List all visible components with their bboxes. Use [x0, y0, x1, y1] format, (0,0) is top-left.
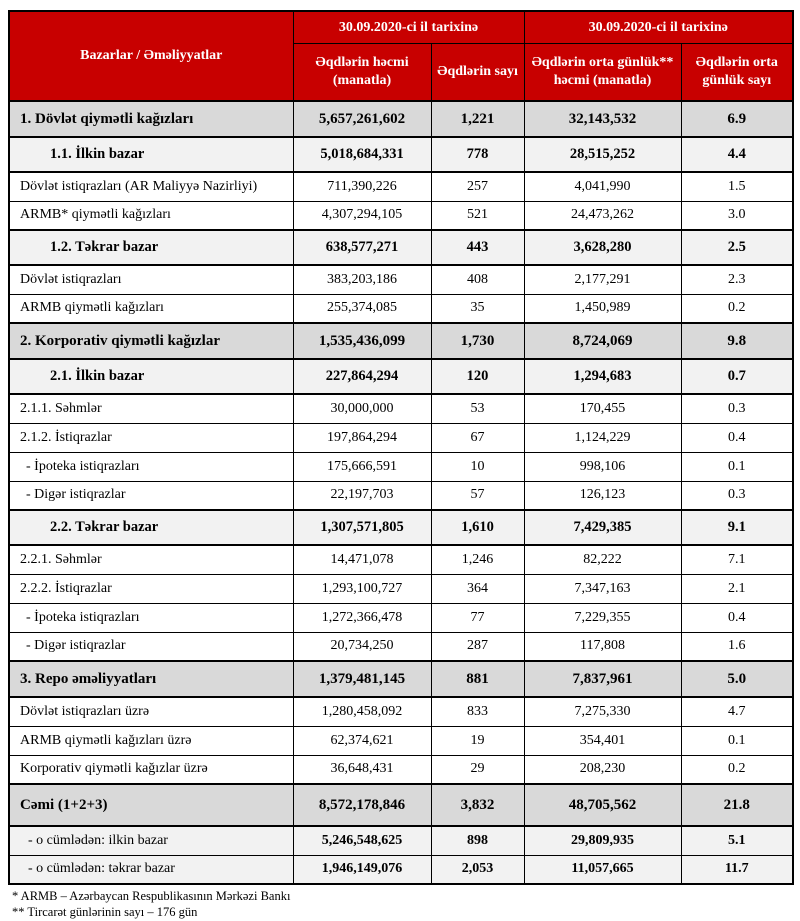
- avg-count-cell: 0.1: [681, 452, 793, 481]
- row-label-cell: Dövlət istiqrazları üzrə: [9, 697, 293, 726]
- volume-cell: 5,246,548,625: [293, 826, 431, 855]
- volume-cell: 711,390,226: [293, 172, 431, 201]
- count-cell: 521: [431, 201, 524, 230]
- volume-cell: 227,864,294: [293, 359, 431, 394]
- footnote-trading-days: ** Tircarət günlərinin sayı – 176 gün: [12, 905, 198, 920]
- row-label-cell: 2.1.2. İstiqrazlar: [9, 423, 293, 452]
- row-label-cell: Dövlət istiqrazları (AR Maliyyə Nazirliyi): [9, 172, 293, 201]
- volume-cell: 36,648,431: [293, 755, 431, 784]
- count-cell: 3,832: [431, 784, 524, 826]
- count-cell: 2,053: [431, 855, 524, 884]
- count-cell: 364: [431, 574, 524, 603]
- count-cell: 67: [431, 423, 524, 452]
- avg-volume-cell: 354,401: [524, 726, 681, 755]
- table-row: [9, 394, 793, 423]
- avg-count-cell: 7.1: [681, 545, 793, 574]
- volume-cell: 8,572,178,846: [293, 784, 431, 826]
- avg-count-cell: 0.1: [681, 726, 793, 755]
- volume-column-header: Əqdlərin həcmi (manatla): [293, 43, 431, 101]
- footnote-armb: * ARMB – Azərbaycan Respublikasının Mərkəzi Bankı: [12, 889, 291, 903]
- volume-cell: 1,379,481,145: [293, 661, 431, 697]
- avg-volume-cell: 7,347,163: [524, 574, 681, 603]
- volume-cell: 62,374,621: [293, 726, 431, 755]
- volume-cell: 638,577,271: [293, 230, 431, 265]
- avg-count-cell: 6.9: [681, 101, 793, 137]
- table-row: [9, 201, 793, 230]
- volume-cell: 20,734,250: [293, 632, 431, 661]
- avg-count-cell: 0.2: [681, 755, 793, 784]
- avg-volume-cell: 117,808: [524, 632, 681, 661]
- table-row: [9, 101, 793, 137]
- row-label-cell: 2.1.1. Səhmlər: [9, 394, 293, 423]
- row-label-cell: 2.2.1. Səhmlər: [9, 545, 293, 574]
- avg-volume-cell: 8,724,069: [524, 323, 681, 359]
- avg-volume-cell: 7,837,961: [524, 661, 681, 697]
- count-cell: 10: [431, 452, 524, 481]
- row-label-cell: - o cümlədən: təkrar bazar: [9, 855, 293, 884]
- table-row: [9, 826, 793, 855]
- table-header: [9, 11, 793, 101]
- avg-volume-cell: 7,429,385: [524, 510, 681, 545]
- volume-cell: 1,293,100,727: [293, 574, 431, 603]
- avg-volume-cell: 7,229,355: [524, 603, 681, 632]
- count-cell: 35: [431, 294, 524, 323]
- table-row: [9, 574, 793, 603]
- count-cell: 408: [431, 265, 524, 294]
- row-label-cell: 2. Korporativ qiymətli kağızlar: [9, 323, 293, 359]
- volume-cell: 1,946,149,076: [293, 855, 431, 884]
- volume-cell: 14,471,078: [293, 545, 431, 574]
- table-row: [9, 294, 793, 323]
- row-label-cell: 3. Repo əməliyyatları: [9, 661, 293, 697]
- volume-cell: 30,000,000: [293, 394, 431, 423]
- row-label-cell: 1. Dövlət qiymətli kağızları: [9, 101, 293, 137]
- avg-volume-cell: 1,450,989: [524, 294, 681, 323]
- avg-count-cell: 2.5: [681, 230, 793, 265]
- volume-cell: 1,272,366,478: [293, 603, 431, 632]
- avg-volume-column-header: Əqdlərin orta günlük** həcmi (manatla): [524, 43, 681, 101]
- avg-count-cell: 0.2: [681, 294, 793, 323]
- row-label-cell: - Digər istiqrazlar: [9, 481, 293, 510]
- avg-volume-cell: 48,705,562: [524, 784, 681, 826]
- avg-count-cell: 0.3: [681, 481, 793, 510]
- volume-cell: 1,535,436,099: [293, 323, 431, 359]
- row-label-cell: Dövlət istiqrazları: [9, 265, 293, 294]
- avg-volume-cell: 2,177,291: [524, 265, 681, 294]
- avg-volume-cell: 29,809,935: [524, 826, 681, 855]
- row-label-cell: ARMB qiymətli kağızları: [9, 294, 293, 323]
- row-label-cell: - İpoteka istiqrazları: [9, 452, 293, 481]
- avg-count-cell: 2.3: [681, 265, 793, 294]
- count-cell: 1,221: [431, 101, 524, 137]
- avg-volume-cell: 24,473,262: [524, 201, 681, 230]
- table-row: [9, 359, 793, 394]
- table-row: [9, 545, 793, 574]
- table-row: [9, 632, 793, 661]
- volume-cell: 5,018,684,331: [293, 137, 431, 172]
- row-label-cell: - Digər istiqrazlar: [9, 632, 293, 661]
- volume-cell: 1,307,571,805: [293, 510, 431, 545]
- avg-count-cell: 0.7: [681, 359, 793, 394]
- volume-cell: 5,657,261,602: [293, 101, 431, 137]
- avg-count-cell: 0.4: [681, 603, 793, 632]
- avg-volume-cell: 3,628,280: [524, 230, 681, 265]
- avg-count-cell: 0.4: [681, 423, 793, 452]
- table-row: [9, 265, 793, 294]
- date-group-2-header: 30.09.2020-ci il tarixinə: [524, 11, 793, 43]
- row-label-cell: ARMB qiymətli kağızları üzrə: [9, 726, 293, 755]
- count-cell: 1,610: [431, 510, 524, 545]
- avg-volume-cell: 170,455: [524, 394, 681, 423]
- row-label-cell: 2.2.2. İstiqrazlar: [9, 574, 293, 603]
- avg-count-cell: 4.7: [681, 697, 793, 726]
- table-row: [9, 452, 793, 481]
- count-cell: 1,730: [431, 323, 524, 359]
- table-row: [9, 697, 793, 726]
- avg-count-cell: 1.6: [681, 632, 793, 661]
- row-label-cell: 1.2. Təkrar bazar: [9, 230, 293, 265]
- avg-volume-cell: 1,294,683: [524, 359, 681, 394]
- count-cell: 1,246: [431, 545, 524, 574]
- avg-volume-cell: 7,275,330: [524, 697, 681, 726]
- count-cell: 19: [431, 726, 524, 755]
- count-cell: 287: [431, 632, 524, 661]
- avg-count-cell: 0.3: [681, 394, 793, 423]
- table-row: [9, 230, 793, 265]
- footnotes: [12, 888, 792, 921]
- volume-cell: 22,197,703: [293, 481, 431, 510]
- row-label-cell: Korporativ qiymətli kağızlar üzrə: [9, 755, 293, 784]
- avg-volume-cell: 82,222: [524, 545, 681, 574]
- avg-count-cell: 4.4: [681, 137, 793, 172]
- table-row: [9, 137, 793, 172]
- avg-count-cell: 1.5: [681, 172, 793, 201]
- table-row: [9, 323, 793, 359]
- avg-volume-cell: 998,106: [524, 452, 681, 481]
- date-group-1-header: 30.09.2020-ci il tarixinə: [293, 11, 524, 43]
- avg-count-cell: 2.1: [681, 574, 793, 603]
- table-row: [9, 784, 793, 826]
- avg-count-cell: 5.1: [681, 826, 793, 855]
- count-cell: 443: [431, 230, 524, 265]
- row-label-cell: 1.1. İlkin bazar: [9, 137, 293, 172]
- table-row: [9, 755, 793, 784]
- volume-cell: 175,666,591: [293, 452, 431, 481]
- avg-volume-cell: 32,143,532: [524, 101, 681, 137]
- count-cell: 881: [431, 661, 524, 697]
- row-label-cell: 2.2. Təkrar bazar: [9, 510, 293, 545]
- count-cell: 257: [431, 172, 524, 201]
- table-row: [9, 172, 793, 201]
- avg-count-cell: 11.7: [681, 855, 793, 884]
- avg-volume-cell: 4,041,990: [524, 172, 681, 201]
- table-row: [9, 423, 793, 452]
- count-cell: 53: [431, 394, 524, 423]
- avg-volume-cell: 208,230: [524, 755, 681, 784]
- count-cell: 898: [431, 826, 524, 855]
- count-column-header: Əqdlərin sayı: [431, 43, 524, 101]
- volume-cell: 1,280,458,092: [293, 697, 431, 726]
- avg-count-column-header: Əqdlərin orta günlük sayı: [681, 43, 793, 101]
- volume-cell: 4,307,294,105: [293, 201, 431, 230]
- header-row-groups: [9, 11, 793, 43]
- volume-cell: 383,203,186: [293, 265, 431, 294]
- table-row: [9, 510, 793, 545]
- row-label-cell: 2.1. İlkin bazar: [9, 359, 293, 394]
- table-body: [9, 101, 793, 884]
- table-row: [9, 661, 793, 697]
- table-row: [9, 726, 793, 755]
- volume-cell: 255,374,085: [293, 294, 431, 323]
- count-cell: 833: [431, 697, 524, 726]
- table-row: [9, 481, 793, 510]
- table-row: [9, 855, 793, 884]
- avg-count-cell: 3.0: [681, 201, 793, 230]
- volume-cell: 197,864,294: [293, 423, 431, 452]
- avg-count-cell: 5.0: [681, 661, 793, 697]
- table-row: [9, 603, 793, 632]
- avg-volume-cell: 28,515,252: [524, 137, 681, 172]
- avg-count-cell: 9.1: [681, 510, 793, 545]
- avg-volume-cell: 126,123: [524, 481, 681, 510]
- avg-count-cell: 21.8: [681, 784, 793, 826]
- avg-count-cell: 9.8: [681, 323, 793, 359]
- row-label-cell: Cəmi (1+2+3): [9, 784, 293, 826]
- count-cell: 120: [431, 359, 524, 394]
- count-cell: 57: [431, 481, 524, 510]
- count-cell: 77: [431, 603, 524, 632]
- securities-market-table: [8, 10, 794, 885]
- row-label-cell: - İpoteka istiqrazları: [9, 603, 293, 632]
- markets-operations-header: Bazarlar / Əməliyyatlar: [9, 11, 293, 101]
- count-cell: 778: [431, 137, 524, 172]
- avg-volume-cell: 1,124,229: [524, 423, 681, 452]
- avg-volume-cell: 11,057,665: [524, 855, 681, 884]
- row-label-cell: - o cümlədən: ilkin bazar: [9, 826, 293, 855]
- row-label-cell: ARMB* qiymətli kağızları: [9, 201, 293, 230]
- count-cell: 29: [431, 755, 524, 784]
